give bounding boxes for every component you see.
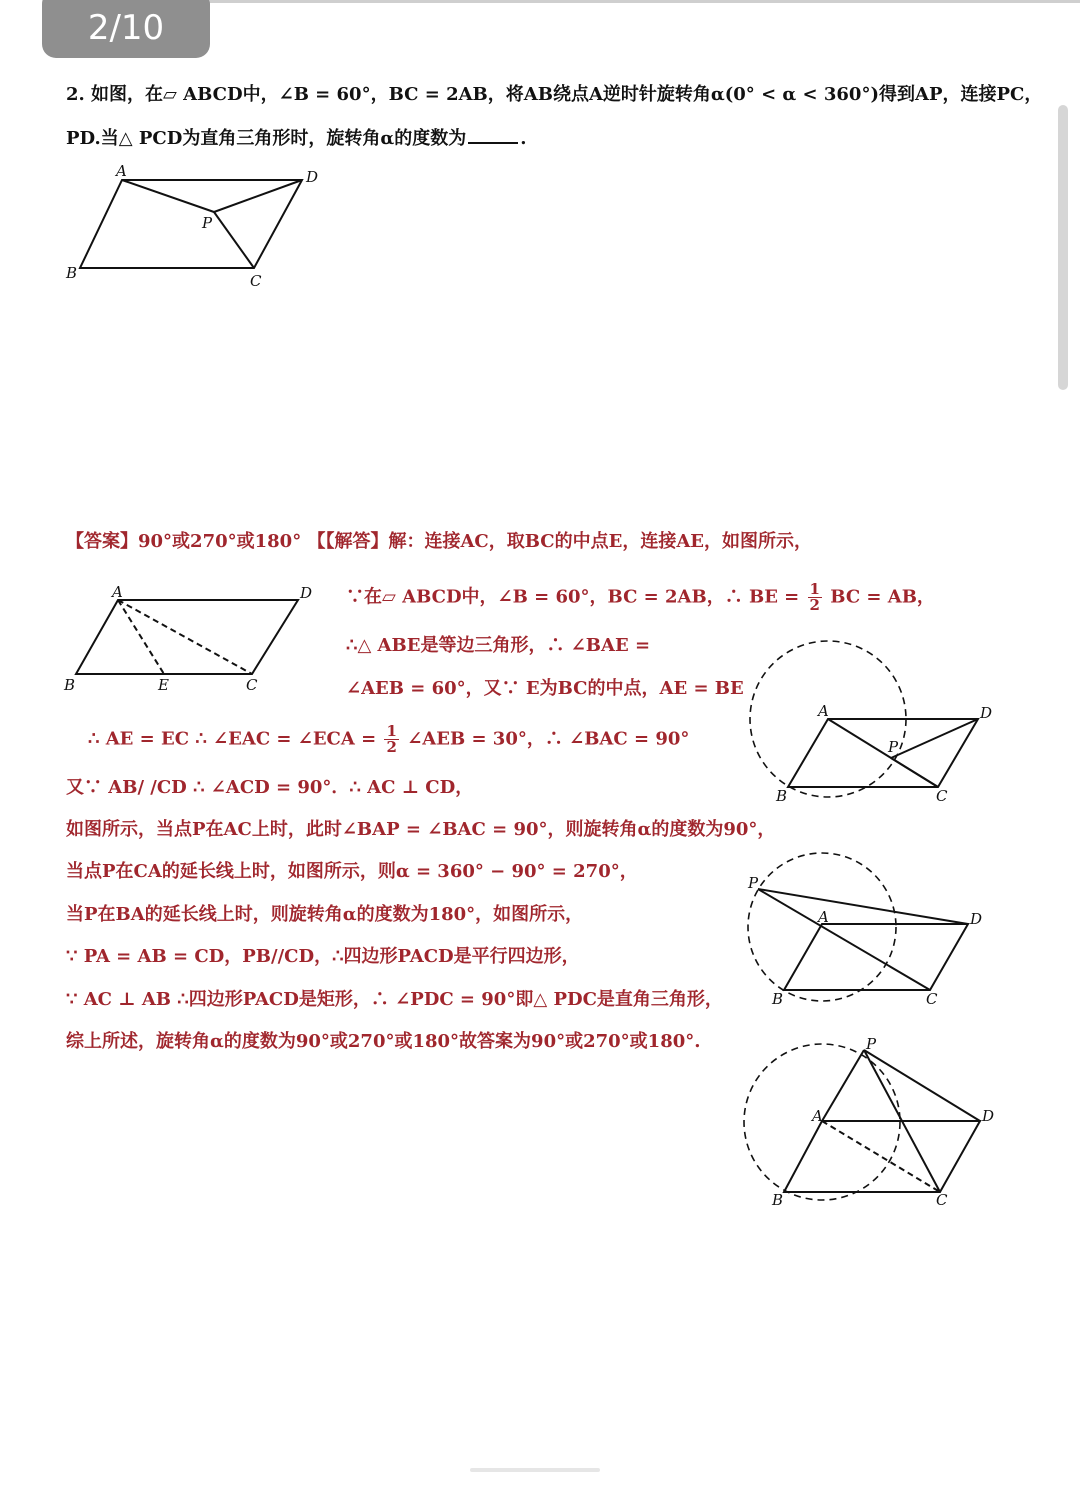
label-a-3: A: [818, 702, 829, 720]
solution-header: 【答案】90°或270°或180° 【【解答】解：连接AC，取BC的中点E，连接AE，如图所示，: [66, 531, 813, 552]
figure-question-parallelogram: [60, 160, 340, 290]
fraction-numerator: 1: [809, 580, 820, 598]
figure-case-p-on-ca-extension: [740, 850, 1010, 1015]
solution-step-2: ∴△ ABE是等边三角形，∴ ∠BAE =: [346, 635, 651, 656]
solution-step-4: [88, 724, 689, 755]
question-line-1: 2. 如图，在▱ ABCD中，∠B = 60°，BC = 2AB，将AB绕点A逆时针旋转角α(0° < α < 360°)得到AP，连接PC，: [66, 84, 1043, 105]
figure-midpoint-e: [60, 580, 330, 695]
label-b: B: [66, 264, 78, 282]
answer-blank: [468, 124, 518, 144]
question-line-2-text: PD.当△ PCD为直角三角形时，旋转角α的度数为: [66, 128, 467, 149]
solution-step-1: [346, 582, 935, 613]
label-b-3: B: [776, 787, 788, 805]
solution-step-9: ∵ PA = AB = CD，PB//CD，∴四边形PACD是平行四边形，: [66, 946, 580, 967]
solution-step-4-b: ∠AEB = 30°，∴ ∠BAC = 90°: [407, 728, 690, 750]
label-c-3: C: [936, 787, 948, 805]
label-d: D: [306, 168, 319, 186]
solution-step-1-b: BC = AB，: [830, 586, 935, 608]
solution-step-5: 又∵ AB/ /CD ∴ ∠ACD = 90°．∴ AC ⊥ CD，: [66, 777, 474, 798]
label-c: C: [250, 272, 262, 290]
fraction-denominator: 2: [809, 596, 820, 614]
label-d-3: D: [980, 704, 993, 722]
parallelogram-abcd: [80, 180, 302, 268]
label-a-2: A: [112, 583, 123, 601]
label-d-4: D: [970, 910, 983, 928]
parallelogram-abcd-2: [76, 600, 298, 674]
solution-step-4-a: ∴ AE = EC ∴ ∠EAC = ∠ECA =: [88, 728, 377, 750]
label-p-4: P: [748, 874, 759, 892]
page-indicator: 2/10: [42, 0, 210, 58]
label-p: P: [202, 214, 213, 232]
label-c-2: C: [246, 676, 258, 694]
fraction-numerator-2: 1: [386, 722, 397, 740]
solution-step-8: 当P在BA的延长线上时，则旋转角α的度数为180°，如图所示，: [66, 904, 584, 925]
solution-step-3: ∠AEB = 60°，又∵ E为BC的中点，AE = BE: [346, 678, 744, 699]
fraction-one-half-2: [384, 724, 398, 755]
label-e-2: E: [158, 676, 169, 694]
label-d-5: D: [982, 1107, 995, 1125]
label-b-4: B: [772, 990, 784, 1008]
label-p-3: P: [888, 738, 899, 756]
fraction-one-half: [808, 582, 822, 613]
figure-case-p-on-ba-extension: [740, 1035, 1010, 1210]
question-line-2-end: .: [520, 128, 527, 149]
label-d-2: D: [300, 584, 313, 602]
scrollbar-thumb[interactable]: [1058, 105, 1068, 390]
label-a: A: [116, 162, 127, 180]
label-a-5: A: [812, 1107, 823, 1125]
solution-step-11: 综上所述，旋转角α的度数为90°或270°或180°故答案为90°或270°或180°.: [66, 1031, 701, 1052]
label-c-4: C: [926, 990, 938, 1008]
label-b-5: B: [772, 1191, 784, 1209]
solution-step-10: ∵ AC ⊥ AB ∴四边形PACD是矩形，∴ ∠PDC = 90°即△ PDC是直角三角形，: [66, 989, 723, 1010]
top-divider: [210, 0, 1080, 3]
solution-step-1-a: ∵在▱ ABCD中，∠B = 60°，BC = 2AB，∴ BE =: [346, 586, 800, 608]
label-a-4: A: [818, 908, 829, 926]
fraction-denominator-2: 2: [386, 738, 397, 756]
figure-case-p-on-ac: [740, 630, 1010, 810]
solution-step-6: 如图所示，当点P在AC上时，此时∠BAP = ∠BAC = 90°，则旋转角α的度数为90°，: [66, 819, 776, 840]
solution-step-7: 当点P在CA的延长线上时，如图所示，则α = 360° − 90° = 270°，: [66, 861, 638, 882]
label-b-2: B: [64, 676, 76, 694]
label-c-5: C: [936, 1191, 948, 1209]
label-p-5: P: [866, 1035, 877, 1053]
bottom-divider: [470, 1468, 600, 1472]
question-line-2: [66, 124, 526, 150]
